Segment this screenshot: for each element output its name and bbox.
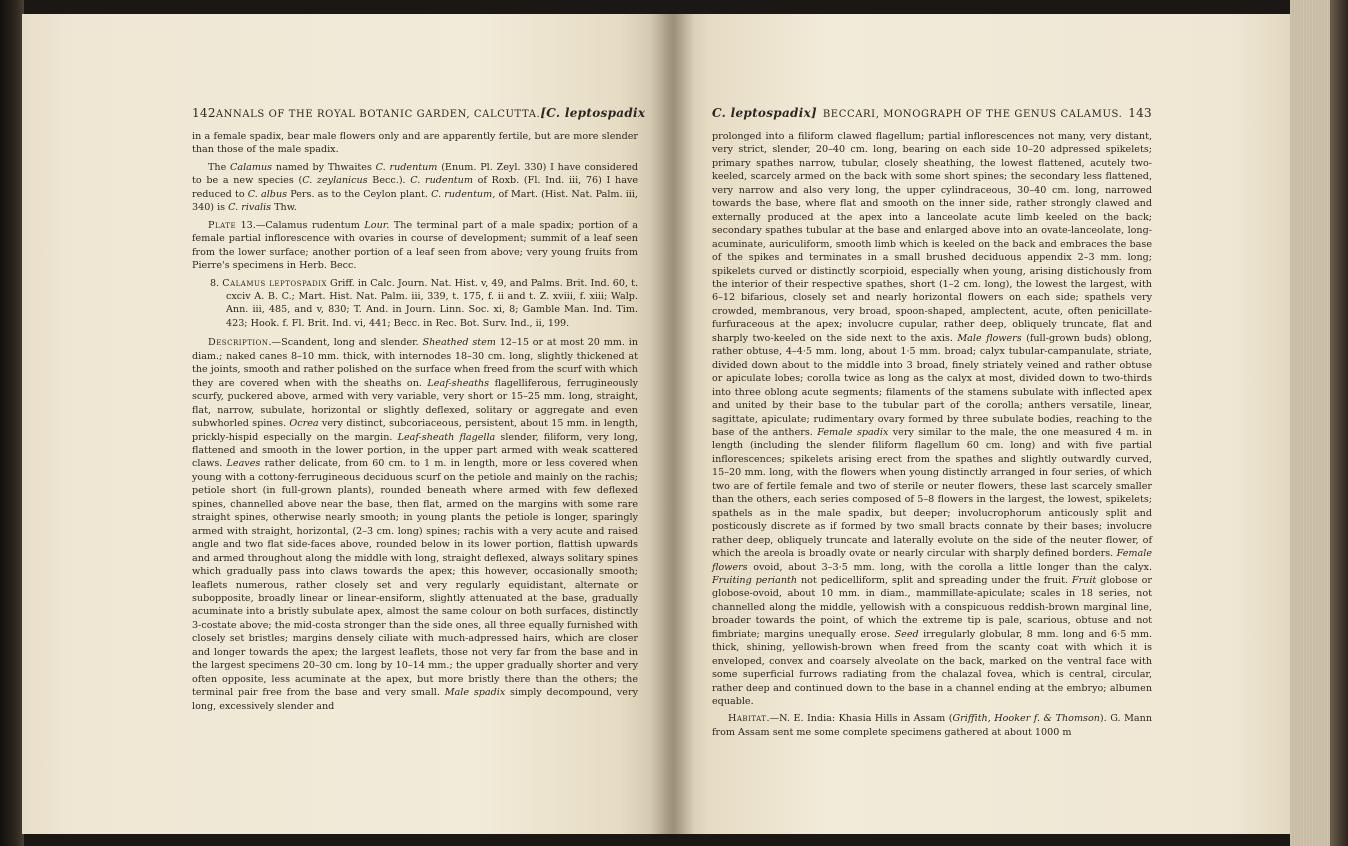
right-body-text [712, 130, 1152, 739]
left-paragraph-intro [192, 130, 638, 157]
text-run: flagelliferous, ferrugineously scurfy, puckered above, armed with very variable, very short or 15–25 mm. long, straight, flat, narrow, subulate, horizontal or slightly deflexed, solitary or aggregate and even subwhorled spines. [192, 377, 638, 430]
italic-run: Male flowers [957, 332, 1022, 344]
species-name: Calamus leptospadix [222, 277, 327, 289]
text-run: irregularly globular, 8 mm. long and 6·5 mm. thick, shining, yellowish-brown when freed from the scanty coat with which it is enveloped, convex and coarsely alveolate on the back, marked on the ventral face with some superficial furrows radiating from the chalazal foveа, which is central, circular, rather deep and continued down to the base in a channel ending at the embryo; albumen equable. [712, 628, 1152, 708]
habitat-label: Habitat [728, 713, 767, 725]
book-cover-edge-left [0, 0, 24, 846]
description-label: Description [208, 337, 269, 349]
italic-run: Leaf-sheaths [427, 377, 490, 389]
italic-run: C. rudentum [410, 175, 473, 187]
text-run: Thw. [271, 202, 297, 214]
left-paragraph-species-heading [192, 277, 638, 331]
text-run: not pedicelliform, split and spreading under the fruit. [797, 574, 1072, 586]
right-page [672, 14, 1292, 834]
book-cover-edge-right [1330, 0, 1348, 846]
right-running-title: BECCARI, MONOGRAPH OF THE GENUS CALAMUS. [822, 109, 1123, 120]
left-body-text [192, 130, 638, 713]
text-run: rather delicate, from 60 cm. to 1 m. in length, more or less covered when young with a cottony-ferrugineous deciduous scurf on the petiole and mainly on the rachis; petiole short (in full-grown plants), rounded beneath where armed with few deflexed spines, channelled above near the base, then flat, armed on the margins with some rare straight spines, otherwise nearly smooth; in young plants the petiole is longer, sparingly armed with straight, horizontal, (2–3 cm. long) spines; rachis with a very acute and raised angle and two flat side-faces above, rounded below in its lower portion, flattish upwards and armed throughout along the middle with long, straight deflexed, always solitary spines which gradually pass into claws towards the apex; this however, occasionally smooth; leaflets numerous, rather closely set and very regularly equidistant, alternate or subopposite, broadly linear or linear-ensiform, slightly attenuated at the base, gradually acuminate into a bristly subulate apex, almost the same colour on both surfaces, distinctly 3-costate above; the mid-costa stronger than the side ones, all three equally furnished with closely set bristles; margins densely ciliate with much-adpressed hairs, which are closer and longer towards the apex; the largest leaflets, those not very far from the base and in the largest specimens 20–30 cm. long by 10–14 mm.; the upper gradually shorter and very often opposite, less acuminate at the apex, but more bristly there than the others; the terminal pair free from the base and very small. [192, 458, 638, 699]
left-running-head [192, 106, 646, 120]
italic-run: Griffith, Hooker f. & Thomson [952, 713, 1100, 725]
italic-run: C. rudentum [375, 161, 438, 173]
italic-run: Lour. [364, 219, 390, 231]
text-run: Becc.). [367, 175, 411, 187]
text-run: 13.—Calamus rudentum [236, 219, 365, 231]
italic-run: C. albus [247, 188, 288, 200]
italic-run: Female flowers [712, 548, 1152, 573]
left-page [22, 14, 672, 834]
right-paragraph-continuation [712, 130, 1152, 708]
text-run: .—N. E. India: Khasia Hills in Assam ( [766, 713, 953, 725]
italic-run: Leaf-sheath flagella [397, 431, 496, 443]
italic-run: Seed [894, 628, 919, 640]
plate-label: Plate [208, 219, 237, 231]
right-page-number: 143 [1128, 106, 1152, 120]
text-run: slender, filiform, very long, flattened and smooth in the lower portion, in the upper part armed with weak scattered claws. [192, 431, 638, 470]
left-page-number: 142 [192, 106, 216, 120]
italic-run: Female spadix [817, 426, 889, 438]
italic-run: Male spadix [444, 687, 506, 699]
italic-run: Calamus [230, 161, 273, 173]
text-run: in a female spadix, bear male flowers only and are apparently fertile, but are more slender than those of the male spadix. [192, 131, 638, 156]
text-run: (Enum. Pl. Zeyl. 330) I have considered to be a new species ( [192, 161, 638, 187]
text-run: ). G. Mann from Assam sent me some complete specimens gathered at about 1000 m [712, 713, 1152, 738]
italic-run: C. zeylanicus [302, 175, 368, 187]
text-run: .—Scandent, long and slender. [268, 337, 423, 349]
text-run: Pers. as to the Ceylon plant. [287, 188, 432, 200]
text-run: very distinct, subcoriaceous, persistent, about 15 mm. in length, prickly-hispid especially on the margin. [192, 418, 639, 443]
italic-run: Sheathed stem [422, 337, 496, 349]
right-paragraph-habitat [712, 712, 1152, 739]
text-run: prolonged into a filiform clawed flagellum; partial inflorescences not many, very distant, very strict, slender, 20–40 cm. long, bearing on each side 10–20 adpressed spikelets; primary spathes narrow, tubular, closely sheathing, the lowest flattened, acutely two-keeled, scarcely armed on the back with some short spines; the secondary less flattened, very narrow and also very long, the upper cylindraceous, 30–40 cm. long, narrowed towards the base, where flat and smooth on the inner side, rather strongly clawed and externally produced at the apex into a lanceolate acute limb keeled on the back; secondary spathes tubular at the base and enlarged above into an ovate-lanceolate, long-acuminate, auriculiform, smooth limb which is keeled on the back and embraces the base of the spikes and terminates in a small brushed deciduous appendix 2–3 mm. long; spikelets curved or distinctly scorpioid, especially when young, arising distichously from the interior of their respective spathes, short (1–2 cm. long), the lowest the largest, with 6–12 bifarious, closely set and nearly horizontal flowers on each side; spathels very crowded, membranous, very broad, spoon-shaped, amplectent, acute, often penicillate-furfuraceous at the apex; involucre cupular, rather deep, obliquely truncate, flat and sharply two-keeled on the side next to the axis. [712, 131, 1152, 344]
italic-run: Leaves [226, 458, 261, 470]
text-run: ovoid, about 3–3·5 mm. long, with the corolla a little longer than the calyx. [747, 561, 1152, 573]
text-run: of Roxb. (Fl. Ind. iii, 76) I have reduced to [192, 175, 639, 200]
italic-run: Ocrea [289, 418, 319, 430]
text-run: of Mart. (Hist. Nat. Palm. iii, 340) is [192, 188, 638, 214]
species-number: 8. [210, 277, 223, 289]
left-running-title: ANNALS OF THE ROYAL BOTANIC GARDEN, CALCUTTA. [215, 109, 541, 120]
text-run: globose or globose-ovoid, about 10 mm. in diam., mammillate-apiculate; scales in 18 series, not channelled along the middle, yellowish with a conspicuous reddish-brown marginal line, broader towards the point, of which the extreme tip is pale, scarious, obtuse and not fimbriate; margins unequally erose. [712, 574, 1152, 640]
text-run: The terminal part of a male spadix; portion of a female partial inflorescence with ovaries in course of development; summit of a leaf seen from the lower surface; another portion of a leaf seen from above; very young fruits from Pierre's specimens in Herb. Becc. [192, 219, 638, 272]
right-running-head [712, 106, 1152, 120]
text-run: (full-grown buds) oblong, rather obtuse, 4–4·5 mm. long, about 1·5 mm. broad; calyx tubular-campanulate, striate, divided down about to the middle into 3 broad, finely striately veined and rather obtuse or apiculate lobes; corolla twice as long as the calyx at most, divided down to two-thirds into three oblong acute segments; filaments of the stamens subulate with inflected apex and united by their base to the tubular part of the corolla; anthers versatile, linear, sagittate, apiculate; rudimentary ovary formed by three subulate bodies, reaching to the base of the anthers. [712, 332, 1152, 438]
left-paragraph-description [192, 336, 638, 713]
italic-run: Fruiting perianth [712, 574, 798, 586]
text-run: The [208, 161, 231, 173]
text-run: named by Thwaites [272, 161, 376, 173]
text-run: 12–15 or at most 20 mm. in diam.; naked canes 8–10 mm. thick, with internodes 18–30 cm. long, slightly thickened at the joints, smooth and rather polished on the surface when freed from the scurf with which they are covered when with the sheaths on. [192, 337, 638, 389]
left-paragraph-thwaites [192, 161, 638, 215]
left-paragraph-plate [192, 219, 638, 273]
species-citation: Griff. in Calc. Journ. Nat. Hist. v, 49, and Palms. Brit. Ind. 60, t. cxciv A. B. C.; Mart. Hist. Nat. Palm. iii, 339, t. 175, f. ii and t. Z. xviii, f. xiii; Walp. Ann. iii, 485, and v, 830; T. And. in Journ. Linn. Soc. xi, 8; Gamble Man. Ind. Tim. 423; Hook. f. Fl. Brit. Ind. vi, 441; Becc. in Rec. Bot. Surv. Ind., ii, 199. [226, 277, 639, 329]
text-run: very similar to the male, the one measured 4 m. in length (including the slender filiform flagellum 60 cm. long) and with five partial inflorescences; spikelets arising erect from the spathes and slightly outwardly curved, 15–20 mm. long, with the flowers when young distinctly arranged in four series, of which two are of fertile female and two of sterile or neuter flowers, these last scarcely smaller than the others, each series composed of 5–8 flowers in the largest, the lowest, spikelets; spathels as in the male spadix, but deeper; involucrophorum anticously split and posticously discrete as if formed by two small bracts connate by their bases; involucre rather deep, obliquely truncate and laterally evolute on the side of the neuter flower, of which the areola is broadly ovate or nearly circular with sharply defined borders. [712, 426, 1153, 560]
italic-run: Fruit [1071, 574, 1097, 586]
italic-run: C. rudentum, [431, 188, 496, 200]
left-running-species: [C. leptospadix [540, 106, 646, 120]
italic-run: C. rivalis [228, 202, 272, 214]
right-running-species: C. leptospadix] [712, 106, 818, 120]
text-run: simply decompound, very long, excessively slender and [192, 687, 638, 712]
